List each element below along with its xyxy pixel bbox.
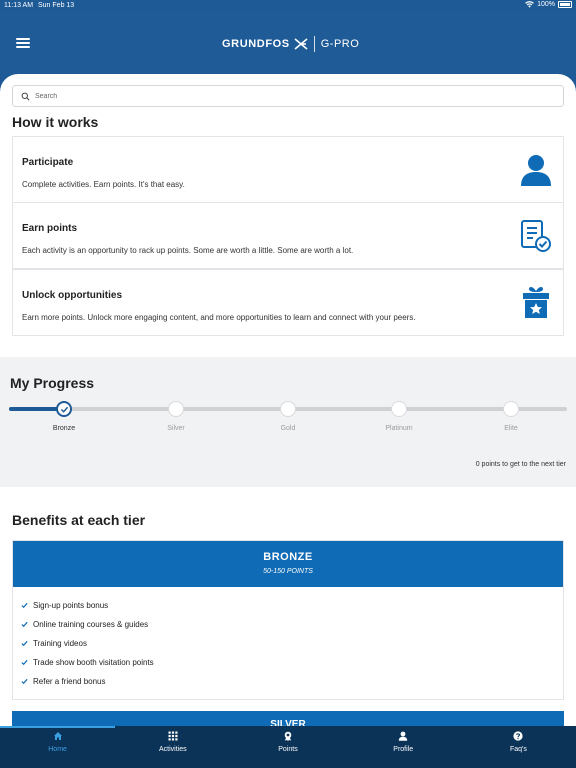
- app-name: G-PRO: [320, 38, 360, 50]
- bottom-tab-bar: [0, 726, 576, 768]
- content-sheet: [0, 74, 576, 726]
- benefit-item: [13, 672, 563, 691]
- tab-label: Activities: [158, 746, 187, 753]
- battery-icon: [558, 1, 572, 8]
- tier-node-gold: [280, 401, 296, 417]
- tier-label-platinum: Platinum: [385, 425, 413, 432]
- how-card-participate: [12, 136, 564, 203]
- tier-name: BRONZE: [263, 551, 313, 563]
- benefit-label: Training videos: [33, 639, 87, 648]
- tier-card-silver: SILVER: [12, 711, 564, 726]
- check-icon: [21, 678, 28, 685]
- how-card-earn-points: [12, 202, 564, 269]
- how-it-works-title: How it works: [12, 114, 99, 130]
- status-right: [525, 1, 572, 8]
- tab-faqs[interactable]: [461, 726, 576, 768]
- user-icon: [398, 731, 408, 741]
- tab-points[interactable]: [230, 726, 345, 768]
- benefit-label: Online training courses & guides: [33, 620, 149, 629]
- next-tier-text: 0 points to get to the next tier: [475, 461, 566, 468]
- tier-label-bronze: Bronze: [52, 425, 76, 432]
- tier-node-bronze: [56, 401, 72, 417]
- benefit-label: Sign-up points bonus: [33, 601, 109, 610]
- tier-node-platinum: [391, 401, 407, 417]
- tier-node-elite: [503, 401, 519, 417]
- status-time: 11:13 AM: [4, 2, 34, 9]
- tab-label: Faq's: [509, 746, 527, 753]
- grid-icon: [168, 731, 178, 741]
- grundfos-mark-icon: [294, 38, 308, 50]
- benefit-item: [13, 653, 563, 672]
- check-icon: [60, 405, 69, 414]
- help-icon: [513, 731, 523, 741]
- search-input[interactable]: [35, 93, 535, 100]
- check-icon: [21, 602, 28, 609]
- tab-label: Home: [48, 746, 67, 753]
- check-icon: [21, 659, 28, 666]
- gift-star-icon: [519, 285, 553, 321]
- home-icon: [53, 731, 63, 741]
- tab-profile[interactable]: [346, 726, 461, 768]
- tier-card-header: [13, 541, 563, 587]
- my-progress-section: [0, 357, 576, 487]
- how-card-unlock-opportunities: [12, 269, 564, 336]
- tab-activities[interactable]: [115, 726, 230, 768]
- benefit-label: Refer a friend bonus: [33, 677, 106, 686]
- tier-card-bronze: [12, 540, 564, 700]
- benefit-label: Trade show booth visitation points: [33, 658, 154, 667]
- check-icon: [21, 621, 28, 628]
- tier-node-silver: [168, 401, 184, 417]
- progress-title: My Progress: [10, 375, 95, 391]
- search-bar[interactable]: [12, 85, 564, 107]
- medal-icon: [283, 731, 293, 741]
- benefit-item: [13, 596, 563, 615]
- benefit-item: [13, 634, 563, 653]
- brand-divider: [314, 36, 315, 52]
- how-card-description: Complete activities. Earn points. It's that easy.: [22, 180, 185, 189]
- tier-label-elite: Elite: [504, 425, 518, 432]
- status-bar: [0, 0, 576, 12]
- tab-label: Profile: [393, 746, 414, 753]
- menu-button[interactable]: [16, 38, 30, 50]
- battery-percent: 100%: [537, 1, 555, 8]
- how-card-title: Earn points: [22, 223, 78, 234]
- tier-points-range: 50-150 POINTS: [263, 568, 313, 575]
- how-card-description: Earn more points. Unlock more engaging content, and more opportunities to learn and connect with your peers.: [22, 313, 416, 322]
- how-card-description: Each activity is an opportunity to rack up points. Some are worth a little. Some are worth a lot.: [22, 246, 354, 255]
- person-icon: [519, 152, 553, 188]
- tier-label-gold: Gold: [280, 425, 296, 432]
- brand-name: GRUNDFOS: [222, 38, 290, 50]
- app-header: [0, 12, 576, 74]
- tab-home[interactable]: [0, 726, 115, 768]
- wifi-icon: [525, 1, 534, 8]
- tab-label: Points: [278, 746, 298, 753]
- benefit-item: [13, 615, 563, 634]
- checklist-icon: [519, 218, 553, 254]
- benefits-title: Benefits at each tier: [12, 512, 146, 528]
- status-date: Sun Feb 13: [38, 2, 75, 9]
- how-card-title: Unlock opportunities: [22, 290, 122, 301]
- benefits-list: [13, 587, 563, 699]
- tier-label-silver: Silver: [167, 425, 185, 432]
- brand-logo: [222, 36, 359, 52]
- check-icon: [21, 640, 28, 647]
- search-icon: [21, 92, 30, 101]
- how-card-title: Participate: [22, 157, 74, 168]
